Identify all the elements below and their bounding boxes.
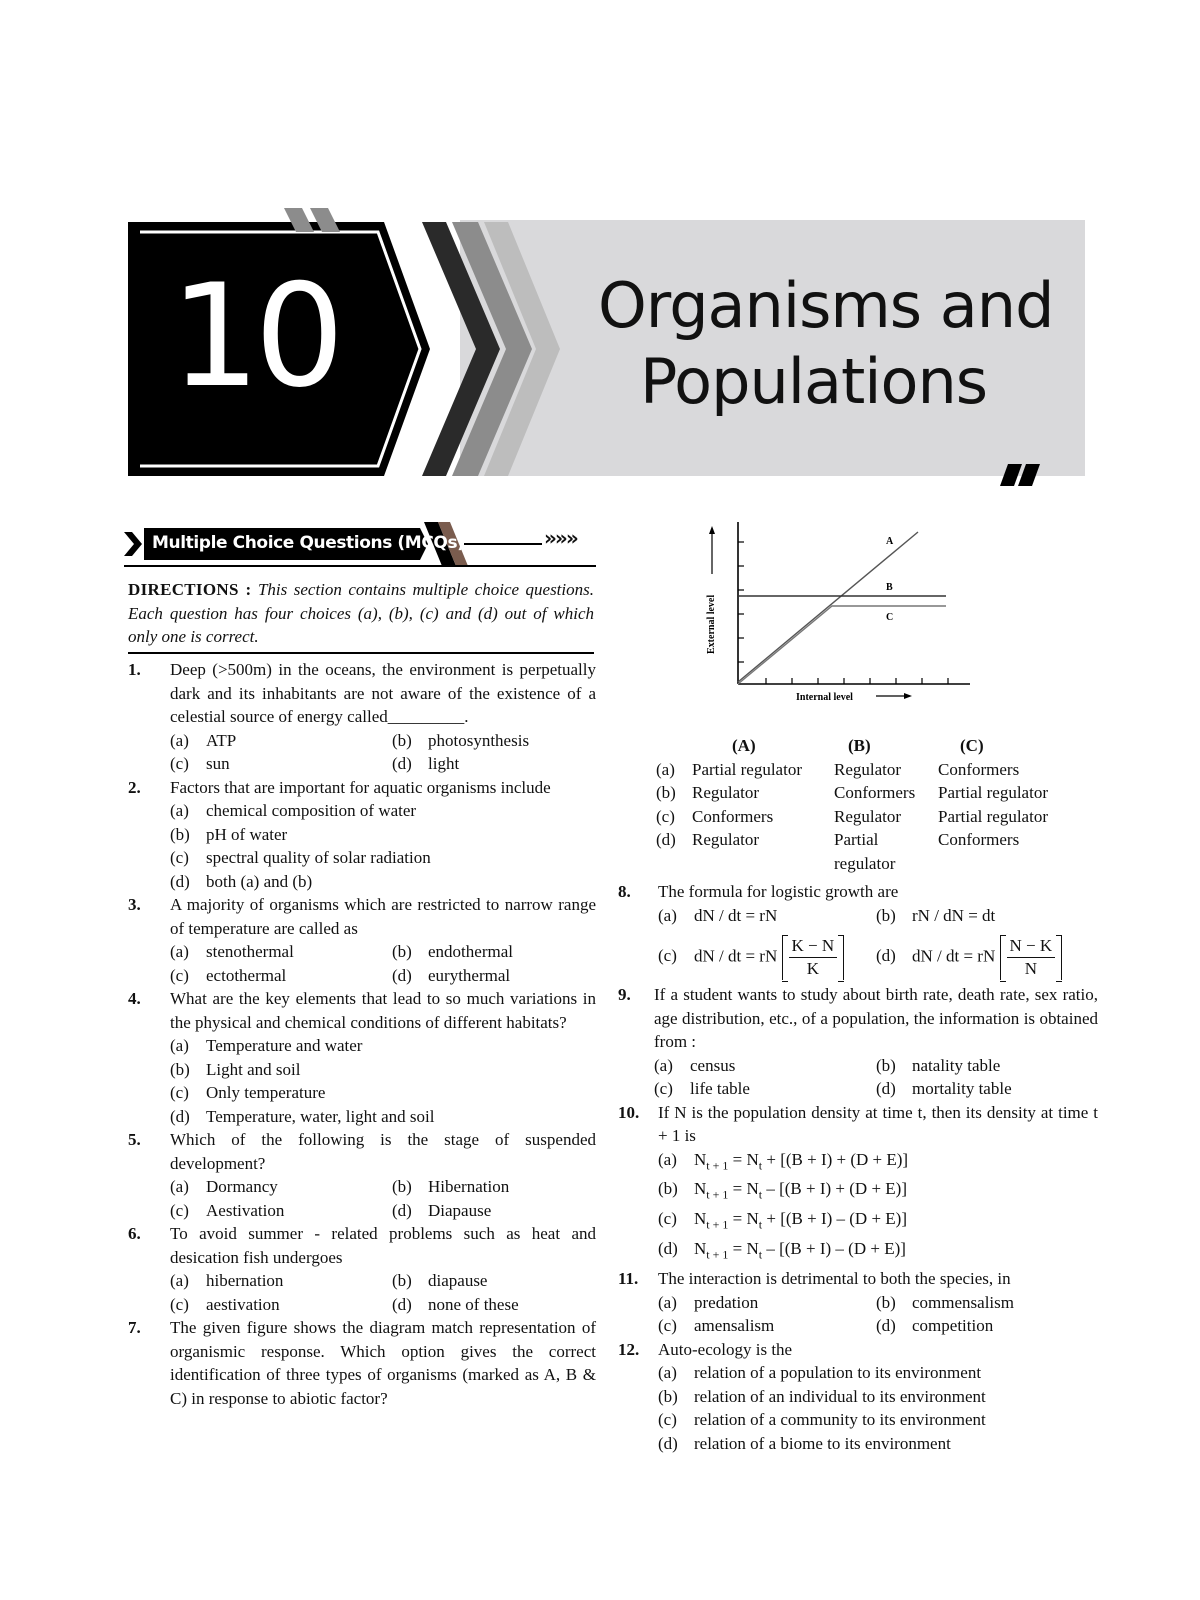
question-number: 3. [128,895,141,914]
bracket: $\frac{N - K}{N}$ [1000,935,1063,980]
option-c[interactable]: (c) ectothermal [170,965,287,985]
question-12 [618,1338,1098,1456]
question-4 [128,987,596,1128]
chapter-banner [0,0,1200,500]
question-text: Auto-ecology is the [658,1339,793,1359]
organismic-response-figure [700,514,980,720]
y-axis-label: External level [706,594,717,654]
option-d[interactable]: (d) competition [876,1316,994,1336]
line-a [738,532,918,682]
header-c: (C) [960,736,984,755]
question-number: 12. [618,1339,640,1359]
option-c[interactable]: (c) spectral quality of solar radiation [170,848,431,867]
question-8 [618,880,1098,981]
chapter-number: 10 [170,254,339,419]
question-number: 5. [128,1130,141,1149]
match-option-d[interactable]: (d) Regulator Partial regulator Conformers [656,830,1020,873]
option-d[interactable]: (d) dN / dt = rN $\frac{N - K}{N}$ [876,935,1098,980]
option-c[interactable]: (c) Only temperature [170,1083,326,1102]
question-text: If a student wants to study about birth rate, death rate, sex ratio, age distribution, etc., of a population, the information is obtained from : [654,985,1098,1051]
question-number: 7. [128,1318,141,1337]
match-option-b[interactable]: (b) Regulator Conformers Partial regulator [656,783,1048,802]
label-b: B [886,582,893,593]
section-arrow-icon [124,532,142,556]
question-3 [128,893,596,987]
option-a[interactable]: (a) hibernation [170,1271,284,1290]
question-text: The interaction is detrimental to both the species, in [658,1269,1011,1289]
option-a[interactable]: (a) predation [658,1292,759,1312]
directions-label: DIRECTIONS : [128,580,252,599]
option-a[interactable]: (a) dN / dt = rN [658,905,778,925]
bracket: $\frac{K - N}{K}$ [782,935,845,980]
question-11 [618,1267,1098,1338]
option-b[interactable]: (b) Light and soil [170,1059,301,1079]
question-5 [128,1128,596,1222]
question-number: 10. [618,1102,640,1122]
option-d[interactable]: (d) relation of a biome to its environment [658,1433,951,1453]
option-b[interactable]: (b) endothermal [392,942,513,961]
option-c[interactable]: (c) Aestivation [170,1200,285,1220]
question-text: The given figure shows the diagram match representation of organismic response. Which option gives the correct identification of three types of organisms (marked as A, B & C) in response to abiotic factor? [170,1318,596,1408]
option-c[interactable]: (c) dN / dt = rN $\frac{K - N}{K}$ [658,935,876,980]
option-a[interactable]: (a) chemical composition of water [170,801,417,820]
option-d[interactable]: (d) mortality table [876,1079,1012,1098]
question-number: 4. [128,989,141,1008]
question-number: 6. [128,1224,141,1243]
match-option-c[interactable]: (c) Conformers Regulator Partial regulator [656,806,1048,826]
option-d[interactable]: (d) Diapause [392,1200,492,1220]
directions-text: This section contains multiple choice questions. Each question has four choices (a), (b), (c) and (d) out of which only one is correct. [128,580,594,646]
header-b: (B) [848,736,871,755]
option-a[interactable]: (a) ATP [170,730,237,750]
question-text: The formula for logistic growth are [658,882,899,901]
left-column [128,658,596,1410]
option-b[interactable]: (b) relation of an individual to its environment [658,1386,986,1406]
question-7 [128,1316,596,1410]
option-b[interactable]: (b) photosynthesis [392,730,530,750]
question-text: Which of the following is the stage of suspended development? [170,1130,596,1173]
option-b[interactable]: (b) $N_{t + 1} = N_t - [(B + I) + (D + E)]$ [658,1179,907,1202]
option-d[interactable]: (d) both (a) and (b) [170,871,313,891]
option-d[interactable]: (d) light [392,754,460,773]
line-c [738,606,946,684]
question-6 [128,1222,596,1316]
header-a: (A) [732,736,756,755]
question-text: Deep (>500m) in the oceans, the environment is perpetually dark and its inhabitants are not aware of the existence of a celestial source of energy called_________. [170,660,596,726]
option-c[interactable]: (c) amensalism [658,1316,775,1336]
question-number: 9. [618,985,631,1004]
option-b[interactable]: (b) Hibernation [392,1177,510,1196]
question-number: 8. [618,882,631,901]
option-b[interactable]: (b) commensalism [876,1292,1014,1312]
option-a[interactable]: (a) relation of a population to its environment [658,1363,982,1383]
question-number: 11. [618,1269,639,1289]
question-number: 1. [128,660,141,679]
directions-block [128,578,594,649]
x-axis-label: Internal level [796,692,853,703]
question-10 [618,1101,1098,1268]
question-1 [128,658,596,776]
option-d[interactable]: (d) none of these [392,1294,519,1314]
directions-rule [128,652,594,654]
x-arrow-head [904,693,912,699]
match-table [656,734,1096,875]
option-b[interactable]: (b) natality table [876,1055,1001,1075]
option-c[interactable]: (c) relation of a community to its environment [658,1410,986,1430]
option-d[interactable]: (d) eurythermal [392,965,511,985]
option-a[interactable]: (a) Temperature and water [170,1036,363,1055]
question-number: 2. [128,777,141,797]
option-c[interactable]: (c) life table [654,1079,750,1098]
option-d[interactable]: (d) Temperature, water, light and soil [170,1106,435,1126]
option-a[interactable]: (a) census [654,1055,736,1075]
chapter-title-line2: Populations [640,345,988,418]
label-c: C [886,612,894,623]
right-column [618,880,1098,1455]
y-ticks [738,542,744,662]
match-table-header [656,734,1096,758]
question-text: What are the key elements that lead to so much variations in the physical and chemical conditions of different habitats? [170,989,596,1032]
option-b[interactable]: (b) pH of water [170,824,288,844]
option-a[interactable]: (a) $N_{t + 1} = N_t + [(B + I) + (D + E)]$ [658,1149,909,1172]
question-text: A majority of organisms which are restricted to narrow range of temperature are called as [170,895,596,938]
option-c[interactable]: (c) $N_{t + 1} = N_t + [(B + I) - (D + E)]$ [658,1209,907,1232]
option-b[interactable]: (b) rN / dN = dt [876,905,996,925]
option-c[interactable]: (c) sun [170,754,230,773]
chapter-title [598,268,1054,420]
section-badge-label: Multiple Choice Questions (MCQs) [152,533,465,553]
question-2 [128,776,596,894]
option-c[interactable]: (c) aestivation [170,1294,280,1314]
option-a[interactable]: (a) Dormancy [170,1177,278,1196]
option-a[interactable]: (a) stenothermal [170,942,294,961]
x-ticks [766,678,948,684]
section-arrows-icon: »»» [544,526,577,550]
option-d[interactable]: (d) $N_{t + 1} = N_t - [(B + I) - (D + E)]$ [658,1239,906,1262]
label-a: A [886,536,894,547]
question-text: Factors that are important for aquatic organisms include [170,777,551,797]
question-text: To avoid summer - related problems such as heat and desication fish undergoes [170,1224,596,1267]
match-option-a[interactable]: (a) Partial regulator Regulator Conformers [656,759,1020,779]
y-arrow-head [709,526,715,534]
question-9 [618,983,1098,1101]
question-text: If N is the population density at time t, then its density at time t + 1 is [658,1102,1098,1145]
chapter-title-line1: Organisms and [598,269,1054,342]
option-b[interactable]: (b) diapause [392,1271,488,1290]
